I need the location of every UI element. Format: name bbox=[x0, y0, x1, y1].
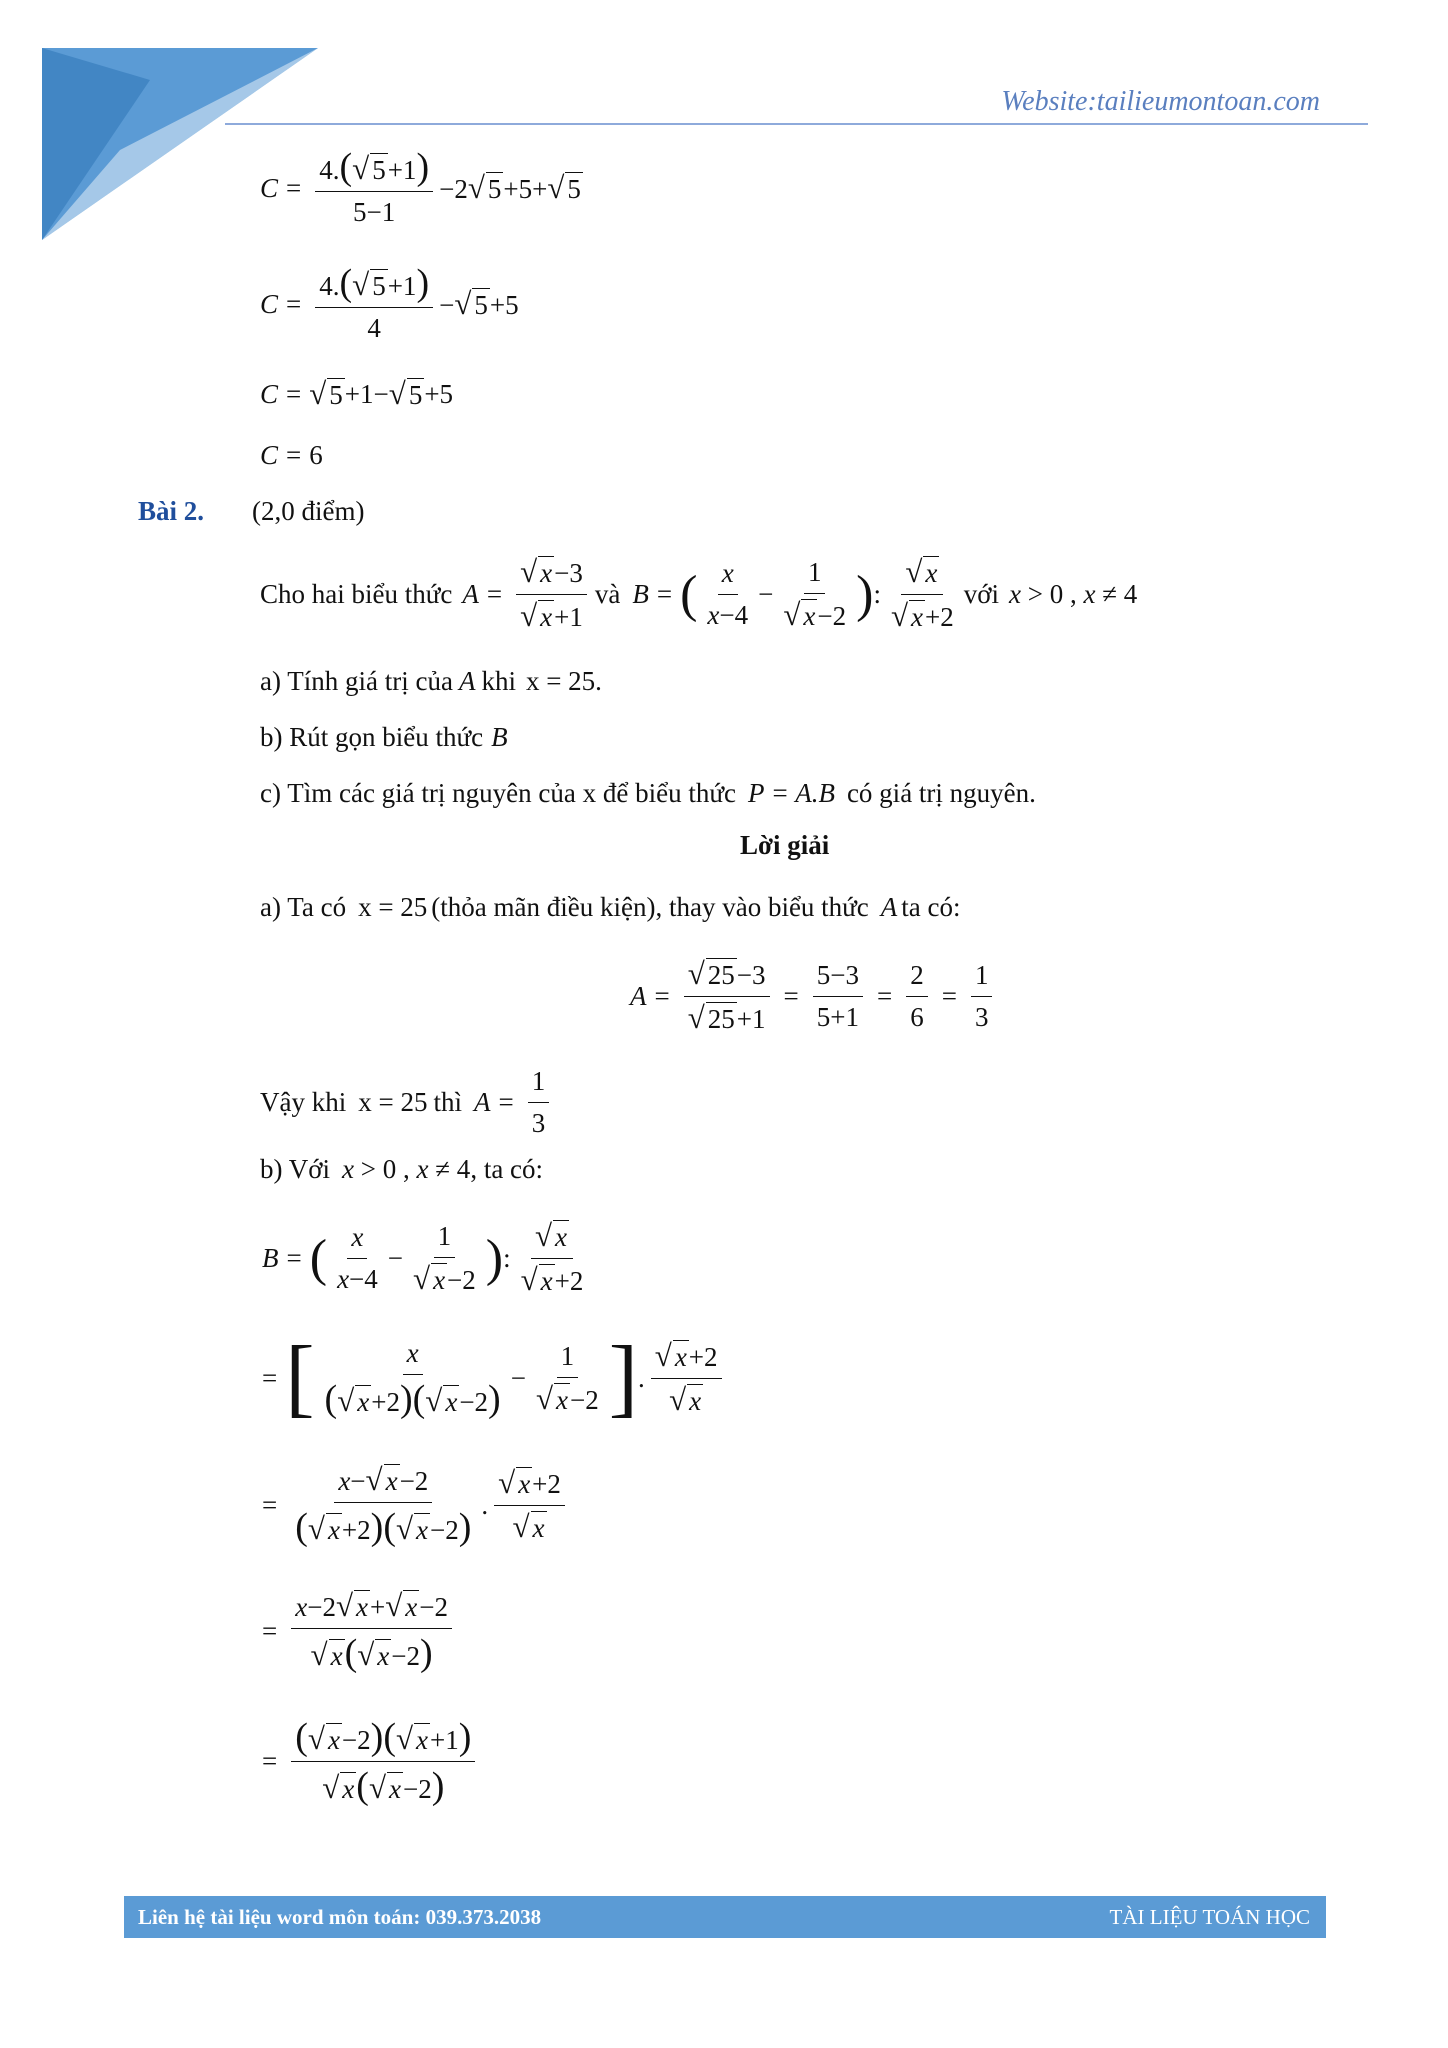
footer-brand: TÀI LIỆU TOÁN HỌC bbox=[1109, 1904, 1310, 1929]
c-line-1: C = 4.( √ 5 +1) 5−1 −2 √ 5 +5+ √ 5 bbox=[260, 146, 581, 227]
question-a: a) Tính giá trị của A khi x = 25. bbox=[260, 666, 602, 696]
solution-title: Lời giải bbox=[740, 830, 830, 860]
problem-points: (2,0 điểm) bbox=[252, 496, 365, 526]
problem-statement: Cho hai biểu thức A = √ x −3 √ x +1 và B = ( $\frac{x}{x-4}$ − 1 √ x −2 ) : √ x √ x +2 với x > 0 , x ≠ 4 bbox=[260, 554, 1138, 633]
solution-a-calc: A = √ 25 −3 √ 25 +1 = $\frac{5-3}{5+1}$ = $\frac{2}{6}$ = $\frac{1}{3}$ bbox=[630, 958, 998, 1035]
c-line-2: C = 4.( √ 5 +1) 4 − √ 5 +5 bbox=[260, 262, 519, 343]
footer-contact: Liên hệ tài liệu word môn toán: 039.373.2038 bbox=[138, 1904, 542, 1929]
problem-header bbox=[138, 496, 365, 527]
website-url: Website:tailieumontoan.com bbox=[1001, 86, 1320, 117]
footer-bar bbox=[124, 1896, 1326, 1938]
solution-b-intro: b) Với x > 0 , x ≠ 4 , ta có: bbox=[260, 1154, 544, 1184]
c-line-3: C = √ 5 +1− √ 5 +5 bbox=[260, 376, 454, 411]
solution-b-step-5: = ( √ x −2)( √ x +1) √ x ( √ x −2) bbox=[262, 1718, 481, 1805]
c-line-4: C = 6 bbox=[260, 440, 323, 470]
problem-label: Bài 2. bbox=[138, 496, 205, 526]
solution-a-intro: a) Ta có x = 25 (thỏa mãn điều kiện), thay vào biểu thức A ta có: bbox=[260, 892, 961, 922]
header-divider bbox=[225, 123, 1368, 125]
question-c: c) Tìm các giá trị nguyên của x để biểu thức P = A.B có giá trị nguyên. bbox=[260, 778, 1036, 808]
solution-b-step-3: = x− √ x −2 ( √ x +2)( √ x −2) . √ x +2 √ x bbox=[262, 1464, 571, 1546]
solution-b-step-4: = x−2 √ x + √ x −2 √ x ( √ x −2) bbox=[262, 1590, 458, 1672]
solution-b-step-2: = [ x ( √ x +2)( √ x −2) − 1 √ x −2 ] . √ x +2 √ x bbox=[262, 1334, 728, 1422]
question-b: b) Rút gọn biểu thức B bbox=[260, 722, 508, 752]
solution-b-step-1: B = ( $\frac{x}{x-4}$ − 1 √ x −2 ) : √ x √ x +2 bbox=[262, 1218, 584, 1297]
solution-a-conclusion: Vậy khi x = 25 thì A = $\frac{1}{3}$ bbox=[260, 1066, 555, 1139]
